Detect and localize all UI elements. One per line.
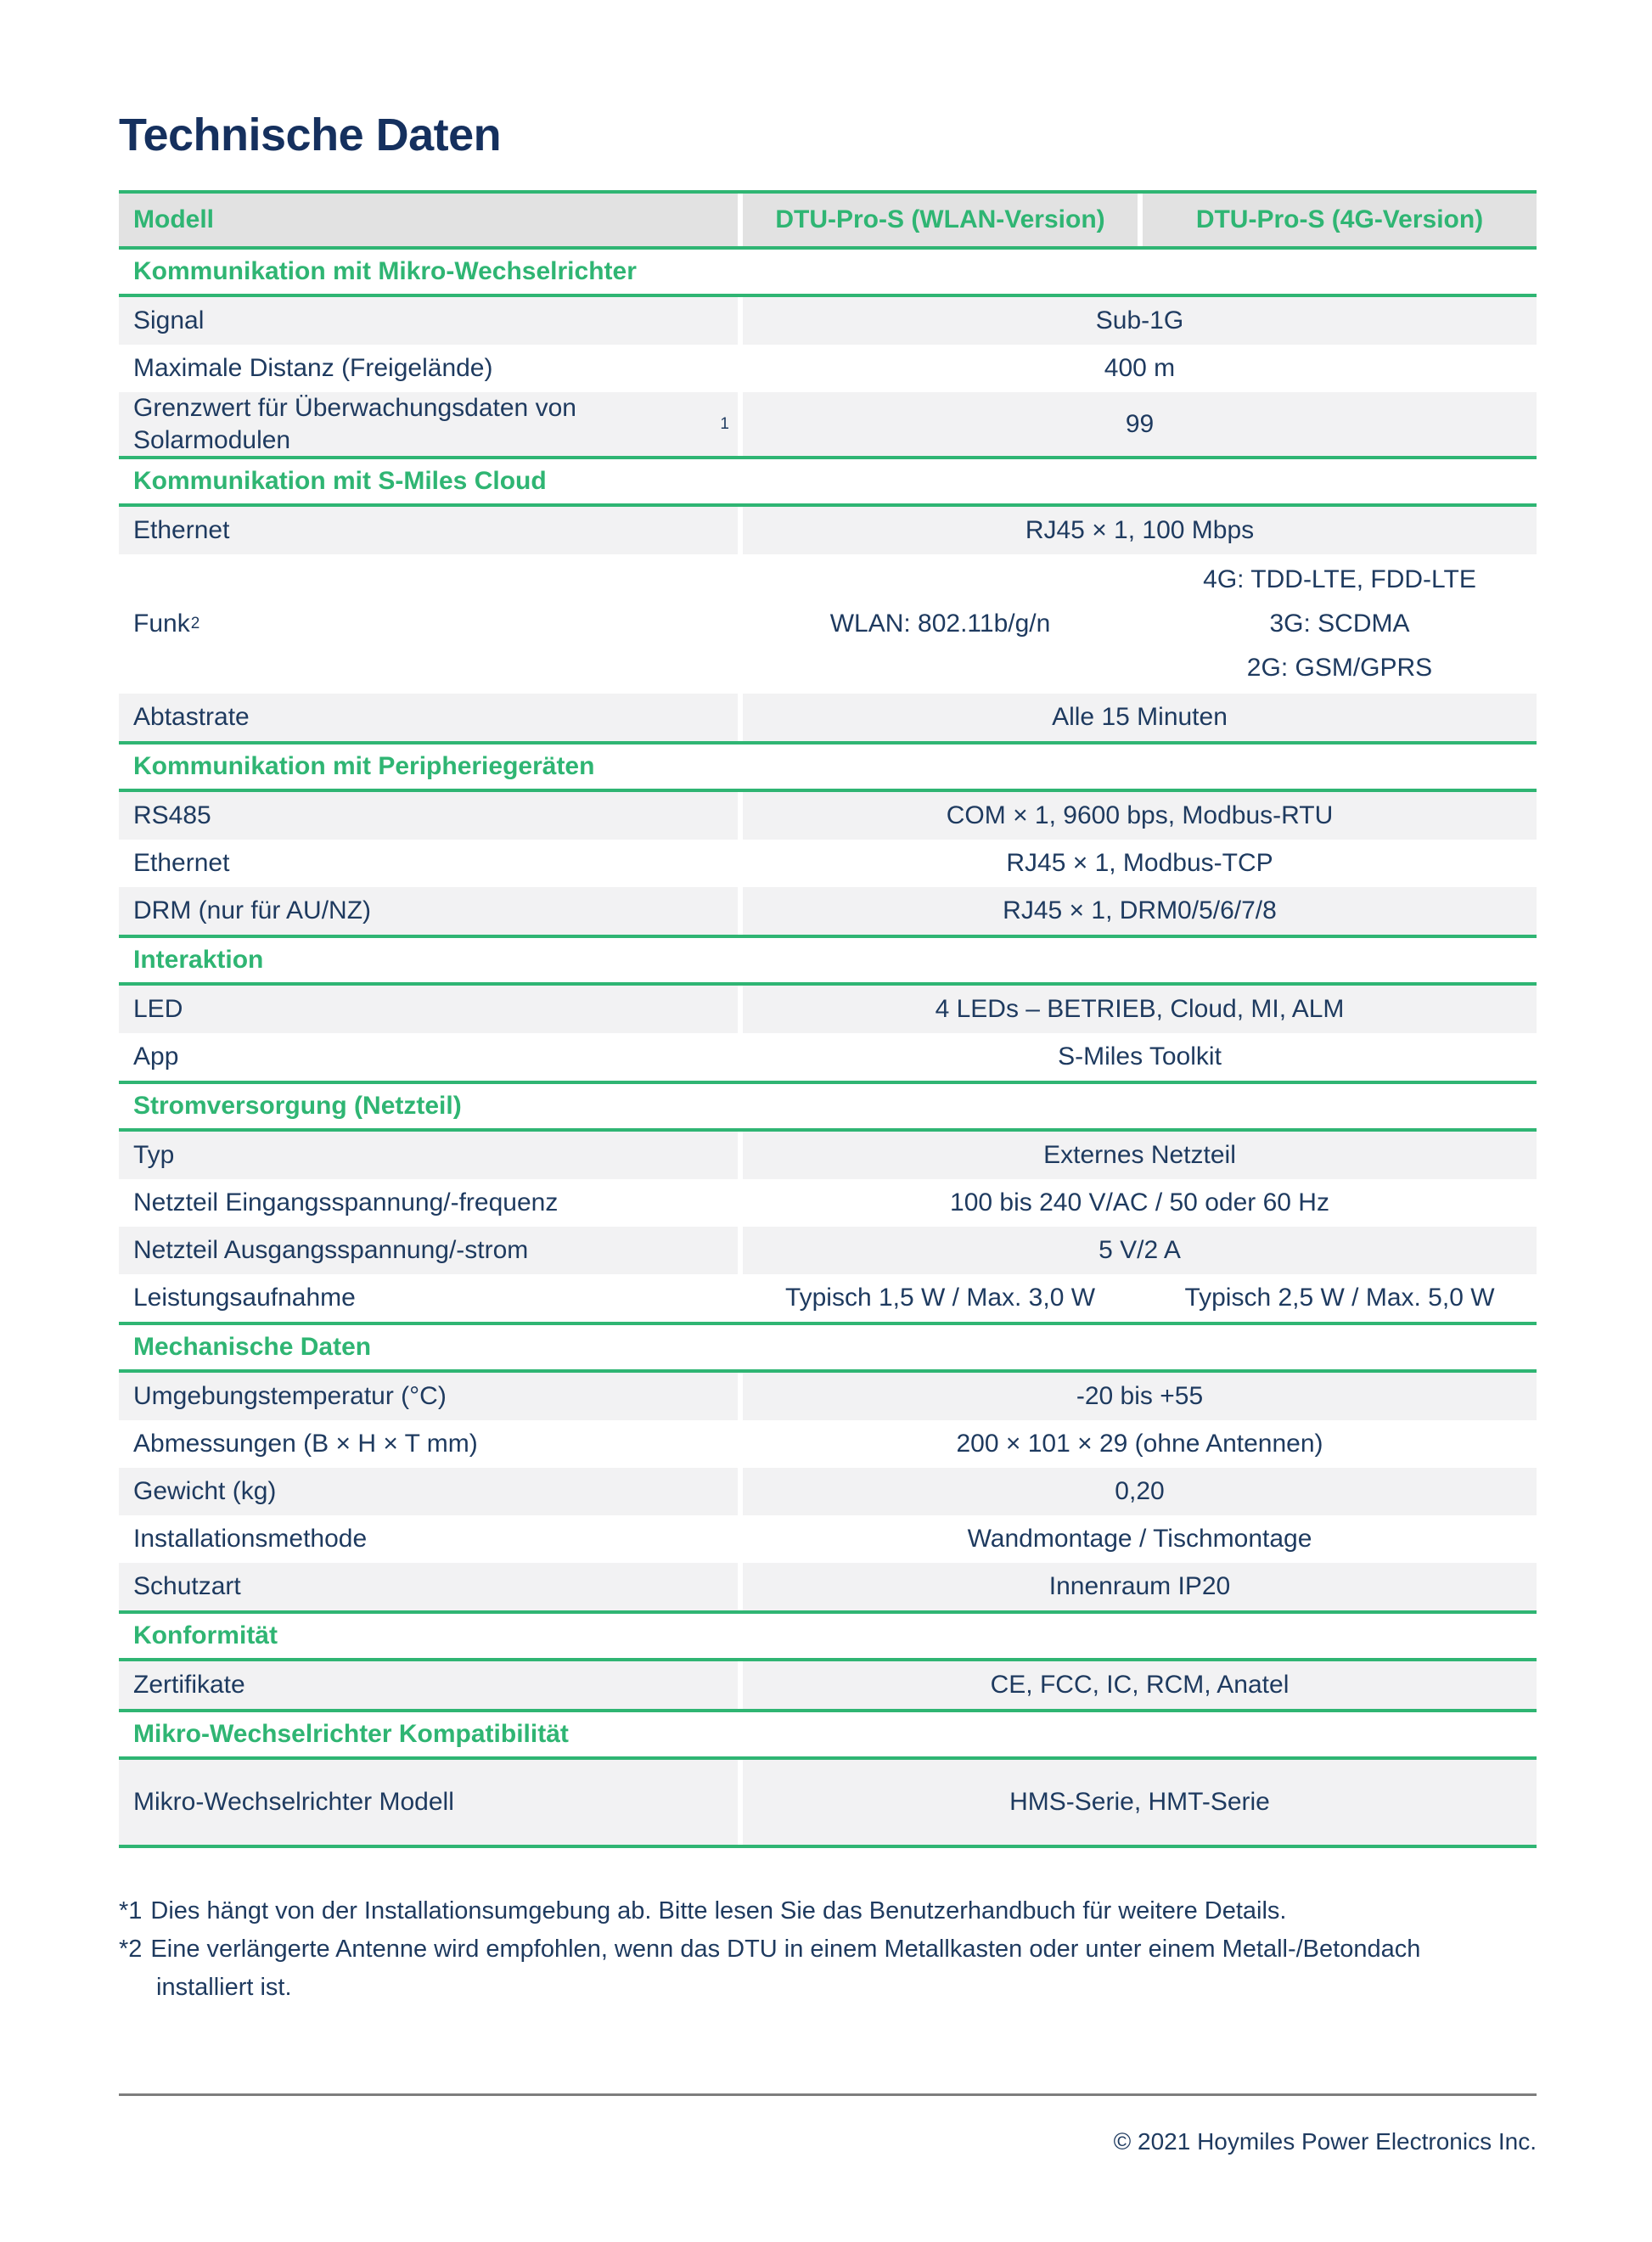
spec-row (119, 887, 1537, 935)
spec-row (119, 1033, 1537, 1081)
row-label (119, 1132, 738, 1179)
row-label-text: Umgebungstemperatur (°C) (133, 1382, 447, 1411)
row-value: HMS-Serie, HMT-Serie (743, 1760, 1537, 1845)
row-label (119, 694, 738, 741)
row-value: 100 bis 240 V/AC / 50 oder 60 Hz (950, 1188, 1329, 1217)
row-value: Alle 15 Minuten (743, 694, 1537, 741)
spec-row (119, 1515, 1537, 1563)
footnote-marker: *1 (119, 1897, 143, 1925)
row-value: 4 LEDs – BETRIEB, Cloud, MI, ALM (743, 986, 1537, 1033)
spec-section (119, 1084, 1537, 1325)
spec-row (119, 1132, 1537, 1179)
row-label (119, 792, 738, 840)
spec-row (119, 297, 1537, 345)
footnote-2 (119, 1930, 1447, 2007)
row-label (119, 887, 738, 935)
spec-section (119, 459, 1537, 745)
section-header: Kommunikation mit Peripheriegeräten (119, 745, 1537, 792)
spec-row (119, 507, 1537, 554)
row-label-text: Typ (133, 1141, 175, 1170)
row-label (119, 1760, 738, 1845)
row-value: RJ45 × 1, DRM0/5/6/7/8 (743, 887, 1537, 935)
row-label-text: Netzteil Eingangsspannung/-frequenz (133, 1188, 559, 1217)
section-header: Kommunikation mit Mikro-Wechselrichter (119, 250, 1537, 297)
row-value-4g-line: 3G: SCDMA (1269, 610, 1410, 638)
row-label-text: App (133, 1042, 179, 1071)
row-value-4g (1143, 554, 1537, 694)
row-value: 200 × 101 × 29 (ohne Antennen) (956, 1430, 1323, 1458)
row-label-text: Netzteil Ausgangsspannung/-strom (133, 1236, 529, 1265)
row-label-text: Abtastrate (133, 703, 250, 732)
spec-row (119, 1760, 1537, 1845)
row-label-text: Installationsmethode (133, 1525, 368, 1554)
row-label (119, 1274, 738, 1322)
row-value-wlan: WLAN: 802.11b/g/n (829, 610, 1051, 638)
footer-divider (119, 2093, 1537, 2096)
row-label (119, 1033, 738, 1081)
row-label (119, 345, 738, 392)
row-label (119, 986, 738, 1033)
row-label-text: Schutzart (133, 1572, 241, 1601)
row-label-text: DRM (nur für AU/NZ) (133, 896, 372, 925)
spec-row (119, 1468, 1537, 1515)
spec-row (119, 345, 1537, 392)
row-label (119, 507, 738, 554)
row-label-text: Mikro-Wechselrichter Modell (133, 1788, 454, 1817)
spec-row (119, 1274, 1537, 1322)
row-label-text: Funk (133, 610, 190, 638)
row-label (119, 297, 738, 345)
spec-row (119, 1179, 1537, 1227)
header-cell-modell: Modell (119, 194, 738, 246)
section-header: Stromversorgung (Netzteil) (119, 1084, 1537, 1132)
section-header: Kommunikation mit S-Miles Cloud (119, 459, 1537, 507)
row-label-text: Gewicht (kg) (133, 1477, 277, 1506)
page-title: Technische Daten (119, 110, 502, 160)
row-value: S-Miles Toolkit (1058, 1042, 1222, 1071)
row-value: Innenraum IP20 (743, 1563, 1537, 1610)
row-value: COM × 1, 9600 bps, Modbus-RTU (743, 792, 1537, 840)
row-label (119, 1515, 738, 1563)
spec-row (119, 1420, 1537, 1468)
row-label-text: Abmessungen (B × H × T mm) (133, 1430, 478, 1458)
footnote-1 (119, 1892, 1447, 1930)
row-label-text: RS485 (133, 801, 211, 830)
spec-section (119, 938, 1537, 1084)
copyright: © 2021 Hoymiles Power Electronics Inc. (1113, 2127, 1537, 2155)
row-label (119, 1468, 738, 1515)
spec-section (119, 1712, 1537, 1848)
row-value-wlan: Typisch 1,5 W / Max. 3,0 W (784, 1284, 1096, 1312)
row-value: Sub-1G (743, 297, 1537, 345)
row-label (119, 840, 738, 887)
section-header: Interaktion (119, 938, 1537, 986)
spec-section (119, 250, 1537, 459)
footnote-text: Dies hängt von der Installationsumgebung ab. Bitte lesen Sie das Benutzerhandbuch für weitere Details. (150, 1897, 1287, 1925)
row-value: CE, FCC, IC, RCM, Anatel (743, 1661, 1537, 1709)
row-value: 400 m (1104, 354, 1176, 383)
row-label-text: Ethernet (133, 849, 230, 878)
spec-row (119, 392, 1537, 456)
row-value: RJ45 × 1, Modbus-TCP (1006, 849, 1273, 878)
row-label (119, 1661, 738, 1709)
footnotes (119, 1892, 1447, 2007)
spec-table (119, 190, 1537, 1848)
row-label-text: LED (133, 995, 183, 1024)
row-value: Wandmontage / Tischmontage (967, 1525, 1312, 1554)
row-label: Funk 2 (119, 554, 738, 694)
spec-section (119, 1325, 1537, 1614)
header-cell-4g-version: DTU-Pro-S (4G-Version) (1143, 194, 1537, 246)
row-label-text: Signal (133, 306, 205, 335)
row-value-4g-line: 2G: GSM/GPRS (1246, 654, 1433, 682)
row-label (119, 1420, 738, 1468)
section-header: Mikro-Wechselrichter Kompatibilität (119, 1712, 1537, 1760)
row-label (119, 1179, 738, 1227)
section-header: Konformität (119, 1614, 1537, 1661)
row-label (119, 1227, 738, 1274)
row-value: 99 (743, 392, 1537, 456)
row-label (119, 1563, 738, 1610)
spec-section (119, 1614, 1537, 1712)
spec-row (119, 986, 1537, 1033)
spec-row (119, 840, 1537, 887)
footnote-text: Eine verlängerte Antenne wird empfohlen, wenn das DTU in einem Metallkasten oder unter einem Metall-/Betondach installiert ist. (150, 1935, 1421, 2001)
row-label-text: Maximale Distanz (Freigelände) (133, 354, 493, 383)
row-value: -20 bis +55 (743, 1373, 1537, 1420)
table-header-row (119, 190, 1537, 250)
spec-row (119, 694, 1537, 741)
spec-row (119, 1373, 1537, 1420)
row-value-4g-line: 4G: TDD-LTE, FDD-LTE (1203, 565, 1476, 593)
row-value: 0,20 (743, 1468, 1537, 1515)
spec-section (119, 745, 1537, 938)
row-label-text: Grenzwert für Überwachungsdaten von Solarmodulen (133, 394, 576, 454)
row-label-text: Ethernet (133, 516, 230, 545)
row-value: Externes Netzteil (743, 1132, 1537, 1179)
row-label-text: Leistungsaufnahme (133, 1284, 356, 1312)
spec-row (119, 1661, 1537, 1709)
row-label (119, 1373, 738, 1420)
row-value: RJ45 × 1, 100 Mbps (743, 507, 1537, 554)
row-label: Grenzwert für Überwachungsdaten von Solarmodulen 1 (119, 392, 738, 456)
row-value: 5 V/2 A (743, 1227, 1537, 1274)
section-header: Mechanische Daten (119, 1325, 1537, 1373)
spec-row (119, 792, 1537, 840)
row-label-text: Zertifikate (133, 1671, 245, 1700)
spec-row (119, 1227, 1537, 1274)
spec-row (119, 554, 1537, 694)
spec-row (119, 1563, 1537, 1610)
row-value-4g: Typisch 2,5 W / Max. 5,0 W (1184, 1284, 1495, 1312)
header-cell-wlan-version: DTU-Pro-S (WLAN-Version) (743, 194, 1138, 246)
footnote-marker: *2 (119, 1935, 143, 1963)
